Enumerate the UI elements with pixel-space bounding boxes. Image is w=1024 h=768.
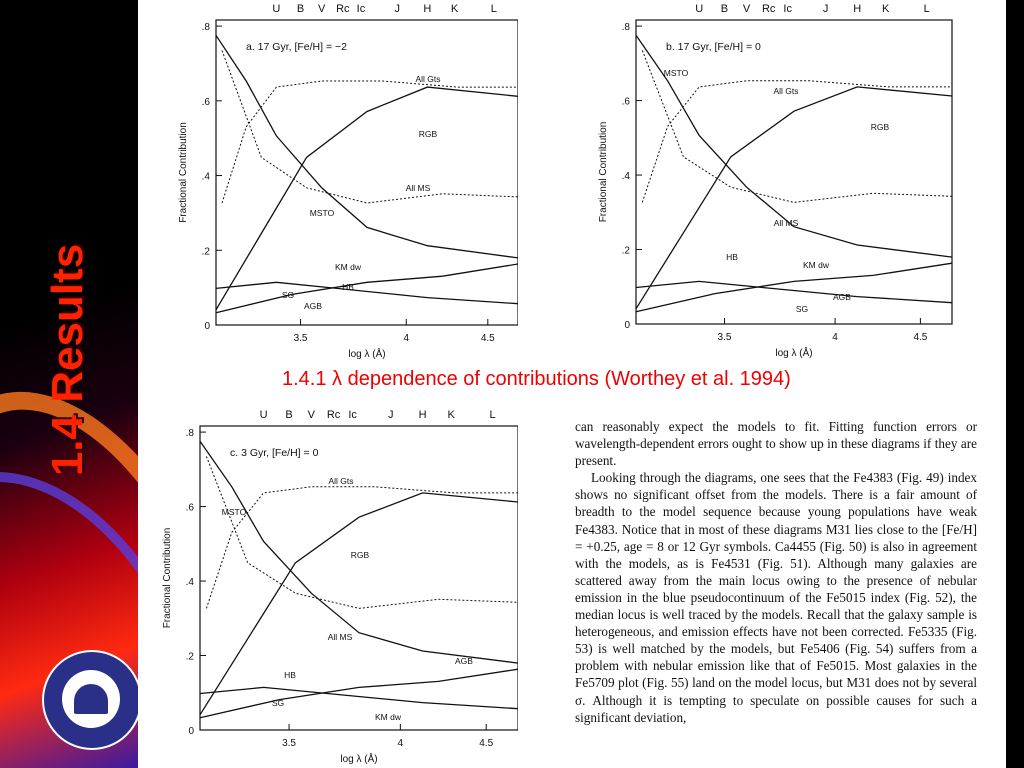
curve-label: AGB xyxy=(455,656,473,666)
panel-label: a. 17 Gyr, [Fe/H] = −2 xyxy=(246,41,347,53)
curve-label: All Gts xyxy=(415,74,441,84)
band-label: Rc xyxy=(326,409,341,421)
curve-label: All MS xyxy=(405,183,431,193)
curve-label: AGB xyxy=(304,301,322,311)
x-axis-label: log λ (Å) xyxy=(348,349,386,360)
y-axis-label: Fractional Contribution xyxy=(178,122,189,223)
curve-label: AGB xyxy=(833,292,851,302)
x-tick-label: 4 xyxy=(403,333,410,344)
band-label: L xyxy=(923,3,930,15)
band-label: Ic xyxy=(356,3,366,15)
plot-frame xyxy=(636,20,952,324)
curve-label: KM dw xyxy=(803,260,829,270)
y-tick-label: .8 xyxy=(185,428,194,440)
x-tick-label: 4.5 xyxy=(480,333,495,344)
y-tick-label: .4 xyxy=(621,171,630,183)
band-label: H xyxy=(423,3,432,15)
y-tick-label: .2 xyxy=(201,246,210,258)
contribution-curve xyxy=(200,687,518,708)
contribution-curve xyxy=(222,81,518,203)
curve-label: RGB xyxy=(418,129,438,139)
paper-excerpt xyxy=(575,418,977,726)
contribution-curve xyxy=(216,282,518,303)
figure-svg xyxy=(148,0,518,365)
y-tick-label: 0 xyxy=(624,320,630,331)
curve-label: MSTO xyxy=(221,507,247,517)
curve-label: SG xyxy=(795,304,809,314)
contribution-curve xyxy=(200,493,518,715)
y-tick-label: .6 xyxy=(185,502,194,514)
y-tick-label: .8 xyxy=(621,22,630,34)
contribution-curve xyxy=(216,264,518,313)
x-tick-label: 4.5 xyxy=(479,738,494,749)
curve-label: MSTO xyxy=(663,68,689,78)
contribution-curve xyxy=(636,87,952,309)
curve-label: All MS xyxy=(773,218,799,228)
y-tick-label: .4 xyxy=(201,171,210,183)
band-label: U xyxy=(272,3,281,15)
slide-title: 1.4 Results xyxy=(43,243,92,477)
y-tick-label: .2 xyxy=(185,651,194,663)
band-label: L xyxy=(490,3,497,15)
curve-label: All Gts xyxy=(773,86,799,96)
x-tick-label: 4 xyxy=(832,332,838,343)
y-tick-label: .4 xyxy=(185,577,194,589)
band-label: L xyxy=(489,409,496,421)
curve-label: All Gts xyxy=(328,476,354,486)
curve-label: All MS xyxy=(327,632,353,642)
band-label: V xyxy=(307,409,315,421)
curve-label: HB xyxy=(726,252,738,262)
band-label: K xyxy=(447,409,455,421)
band-label: Ic xyxy=(783,3,792,15)
band-label: B xyxy=(296,3,305,15)
band-label: H xyxy=(853,3,862,15)
y-tick-label: .2 xyxy=(621,245,630,257)
curve-label: MSTO xyxy=(309,208,335,218)
contribution-curve xyxy=(636,263,952,312)
figure-caption: 1.4.1 λ dependence of contributions (Worthey et al. 1994) xyxy=(282,368,791,390)
title-sidebar xyxy=(0,0,138,768)
band-label: Ic xyxy=(348,409,357,421)
curve-label: HB xyxy=(342,282,354,292)
y-tick-label: .6 xyxy=(621,96,630,108)
y-tick-label: 0 xyxy=(188,726,194,737)
band-label: U xyxy=(259,409,268,421)
x-axis-label: log λ (Å) xyxy=(775,348,813,359)
curve-label: KM dw xyxy=(375,712,401,722)
panel-label: c. 3 Gyr, [Fe/H] = 0 xyxy=(230,447,319,459)
band-label: V xyxy=(742,3,751,15)
band-label: V xyxy=(318,3,326,15)
contribution-curve xyxy=(636,281,952,302)
band-label: B xyxy=(720,3,729,15)
x-tick-label: 3.5 xyxy=(293,333,308,344)
x-tick-label: 3.5 xyxy=(717,332,732,343)
y-axis-label: Fractional Contribution xyxy=(162,527,173,629)
contribution-curve xyxy=(642,50,952,202)
band-label: U xyxy=(695,3,704,15)
contribution-curve xyxy=(222,51,518,204)
figure-panel-a xyxy=(148,0,518,365)
band-label: H xyxy=(418,409,427,421)
figure-panel-b xyxy=(588,0,958,365)
contribution-curve xyxy=(206,487,518,609)
institute-logo xyxy=(42,650,138,750)
plot-frame xyxy=(216,20,518,325)
panel-label: b. 17 Gyr, [Fe/H] = 0 xyxy=(666,41,761,53)
slide-border xyxy=(1006,0,1024,768)
band-label: J xyxy=(388,409,394,421)
band-label: K xyxy=(450,3,459,15)
y-tick-label: .8 xyxy=(201,22,210,34)
band-label: B xyxy=(285,409,293,421)
band-label: Rc xyxy=(336,3,350,15)
figure-panel-c xyxy=(148,400,518,768)
contribution-curve xyxy=(642,81,952,203)
band-label: J xyxy=(394,3,400,15)
contribution-curve xyxy=(200,669,518,718)
x-axis-label: log λ (Å) xyxy=(340,754,378,765)
curve-label: HB xyxy=(284,670,296,680)
curve-label: SG xyxy=(281,290,295,300)
y-tick-label: 0 xyxy=(204,321,210,332)
x-tick-label: 3.5 xyxy=(282,738,296,749)
contribution-curve xyxy=(216,87,518,310)
curve-label: KM dw xyxy=(335,262,361,272)
observatory-dome-icon xyxy=(74,684,108,714)
curve-label: RGB xyxy=(350,550,370,560)
curve-label: SG xyxy=(271,698,285,708)
x-tick-label: 4 xyxy=(397,738,404,749)
plot-frame xyxy=(200,426,518,730)
band-label: Rc xyxy=(761,3,776,15)
x-tick-label: 4.5 xyxy=(913,332,928,343)
band-label: J xyxy=(822,3,829,15)
figure-svg xyxy=(148,400,518,768)
y-tick-label: .6 xyxy=(201,96,210,108)
band-label: K xyxy=(881,3,890,15)
figure-svg xyxy=(588,0,958,365)
contribution-curve xyxy=(216,35,518,258)
curve-label: RGB xyxy=(870,122,890,132)
paper-paragraph: Looking through the diagrams, one sees that the Fe4383 (Fig. 49) index shows no significant offset from the models. There is a fair amount of breadth to the model sequence because young populations have weak Fe4383. Notice that in most of these diagrams M31 lies close to the [Fe/H] = +0.25, age = 8 or 12 Gyr symbols. Ca4455 (Fig. 50) is also in agreement with the models, as is Fe4531 (Fig. 51). Although many galaxies are scattered away from the main locus owing to the presence of nebular emission in the blue pseudocontinuum of the Fe5015 index (Fig. 52), the median locus is well traced by the models. Recall that the galaxy sample is heterogeneous, and emission effects have not been corrected. Fe5335 (Fig. 53) is well matched by the models, but Fe5406 (Fig. 54) suffers from a problem with nebular emission like that of Fe5015. Most galaxies in the Fe5709 plot (Fig. 55) land on the model locus, but M31 does not by several σ. Although it is tempting to speculate on possible causes for such a significant deviation, xyxy=(575,470,977,725)
contribution-curve xyxy=(206,456,518,608)
y-axis-label: Fractional Contribution xyxy=(598,121,609,223)
paper-paragraph: can reasonably expect the models to fit. Fitting function errors or wavelength-dependent errors ought to show up in these diagrams if they are present. xyxy=(575,419,977,469)
